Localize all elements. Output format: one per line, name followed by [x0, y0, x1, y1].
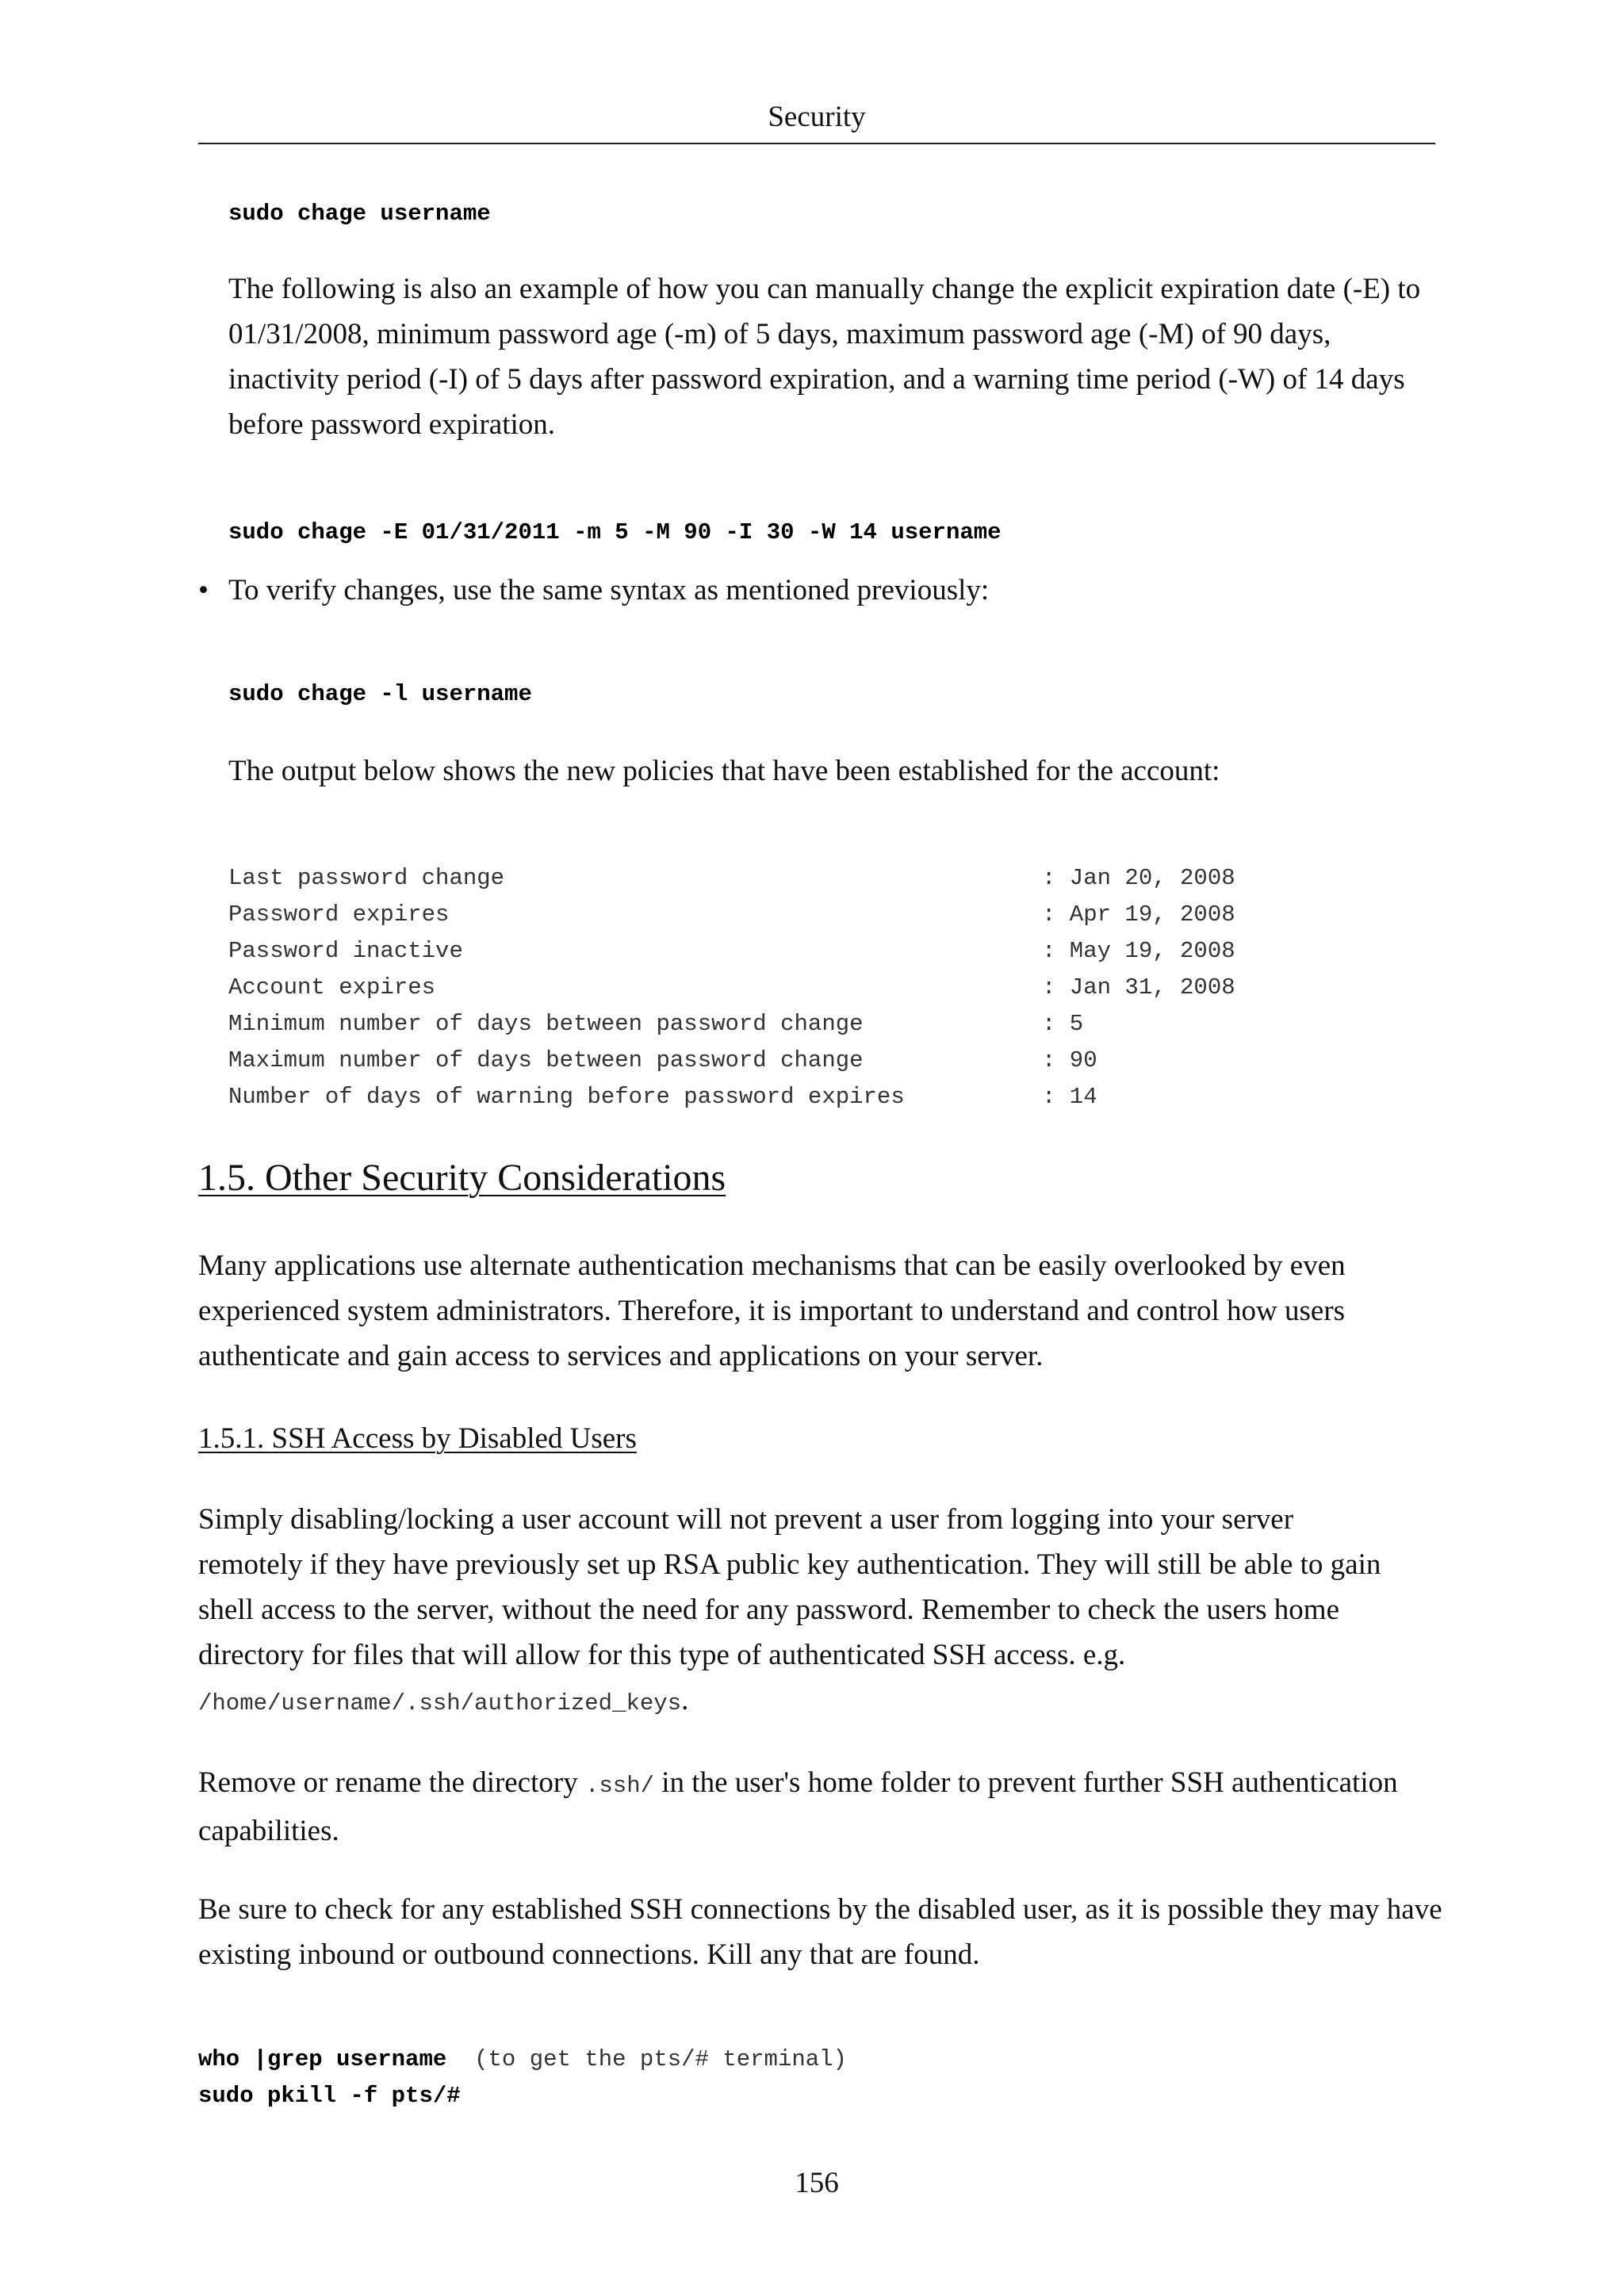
paragraph-remove-text-after: in the user's home folder to prevent further SSH authentication capabilities.: [198, 1766, 1398, 1847]
inline-code-authorized-keys: /home/username/.ssh/authorized_keys: [198, 1690, 682, 1716]
paragraph-ssh-period: .: [681, 1684, 689, 1716]
header-divider: [198, 143, 1435, 144]
paragraph-ssh-disabled-users: [198, 1497, 1404, 1726]
output-row: [228, 937, 1339, 974]
output-row: [228, 1083, 1339, 1119]
output-value: : Jan 31, 2008: [1042, 974, 1235, 1001]
output-row: [228, 901, 1339, 937]
paragraph-check-connections: Be sure to check for any established SSH connections by the disabled user, as it is possible they may have existing inbound or outbound connections. Kill any that are found.: [198, 1893, 1442, 1971]
output-value: : 90: [1042, 1047, 1097, 1073]
subsection-heading-ssh-access: 1.5.1. SSH Access by Disabled Users: [198, 1422, 637, 1455]
output-label: Minimum number of days between password change: [228, 1011, 864, 1037]
command-chage-list: sudo chage -l username: [228, 681, 532, 707]
output-value: : Apr 19, 2008: [1042, 901, 1235, 928]
output-value: : 14: [1042, 1084, 1097, 1110]
command-who-grep: [198, 2045, 847, 2074]
inline-code-ssh-dir: .ssh/: [585, 1773, 655, 1799]
output-value: : Jan 20, 2008: [1042, 865, 1235, 891]
output-row: [228, 1047, 1339, 1083]
paragraph-remove-ssh-dir: [198, 1760, 1443, 1854]
output-value: : 5: [1042, 1011, 1084, 1037]
command-who-grep-text: who |grep username: [198, 2046, 447, 2072]
paragraph-chage-example: The following is also an example of how you can manually change the explicit expiration date (-E) to 01/31/2008, minimum password age (-m) of 5 days, maximum password age (-M) of 90 days, inactivity period (-I) of 5 days after password expiration, and a warning time period (-W) of 14 days before password expiration.: [228, 273, 1421, 441]
command-chage-username: sudo chage username: [228, 201, 491, 227]
section-heading-other-security: 1.5. Other Security Considerations: [198, 1157, 726, 1199]
bullet-verify-changes: To verify changes, use the same syntax as mentioned previously:: [228, 574, 990, 607]
output-label: Last password change: [228, 865, 505, 891]
output-label: Password expires: [228, 901, 450, 928]
output-label: Maximum number of days between password change: [228, 1047, 864, 1073]
bullet-marker: •: [198, 574, 209, 607]
output-row: [228, 864, 1339, 901]
output-label: Account expires: [228, 974, 436, 1001]
paragraph-alternate-auth: Many applications use alternate authentication mechanisms that can be easily overlooked by even experienced system administrators. Therefore, it is important to understand and control how users authenticate and gain access to services and applications on your server.: [198, 1249, 1346, 1372]
command-pkill: sudo pkill -f pts/#: [198, 2083, 461, 2109]
command-chage-set-policy: sudo chage -E 01/31/2011 -m 5 -M 90 -I 30 -W 14 username: [228, 519, 1002, 545]
output-row: [228, 974, 1339, 1010]
page-header-title: Security: [768, 101, 866, 133]
page-number: 156: [795, 2167, 839, 2199]
paragraph-remove-text-before: Remove or rename the directory: [198, 1766, 578, 1799]
output-label: Number of days of warning before password expires: [228, 1084, 905, 1110]
paragraph-ssh-text: Simply disabling/locking a user account will not prevent a user from logging into your server remotely if they have previously set up RSA public key authentication. They will still be able to gain shell access to the server, without the need for any password. Remember to check the users home directory for files that will allow for this type of authenticated SSH access. e.g.: [198, 1503, 1381, 1671]
output-label: Password inactive: [228, 938, 463, 964]
output-value: : May 19, 2008: [1042, 938, 1235, 964]
paragraph-output-intro: The output below shows the new policies that have been established for the account:: [228, 755, 1220, 787]
command-comment: (to get the pts/# terminal): [474, 2046, 847, 2072]
output-row: [228, 1010, 1339, 1047]
